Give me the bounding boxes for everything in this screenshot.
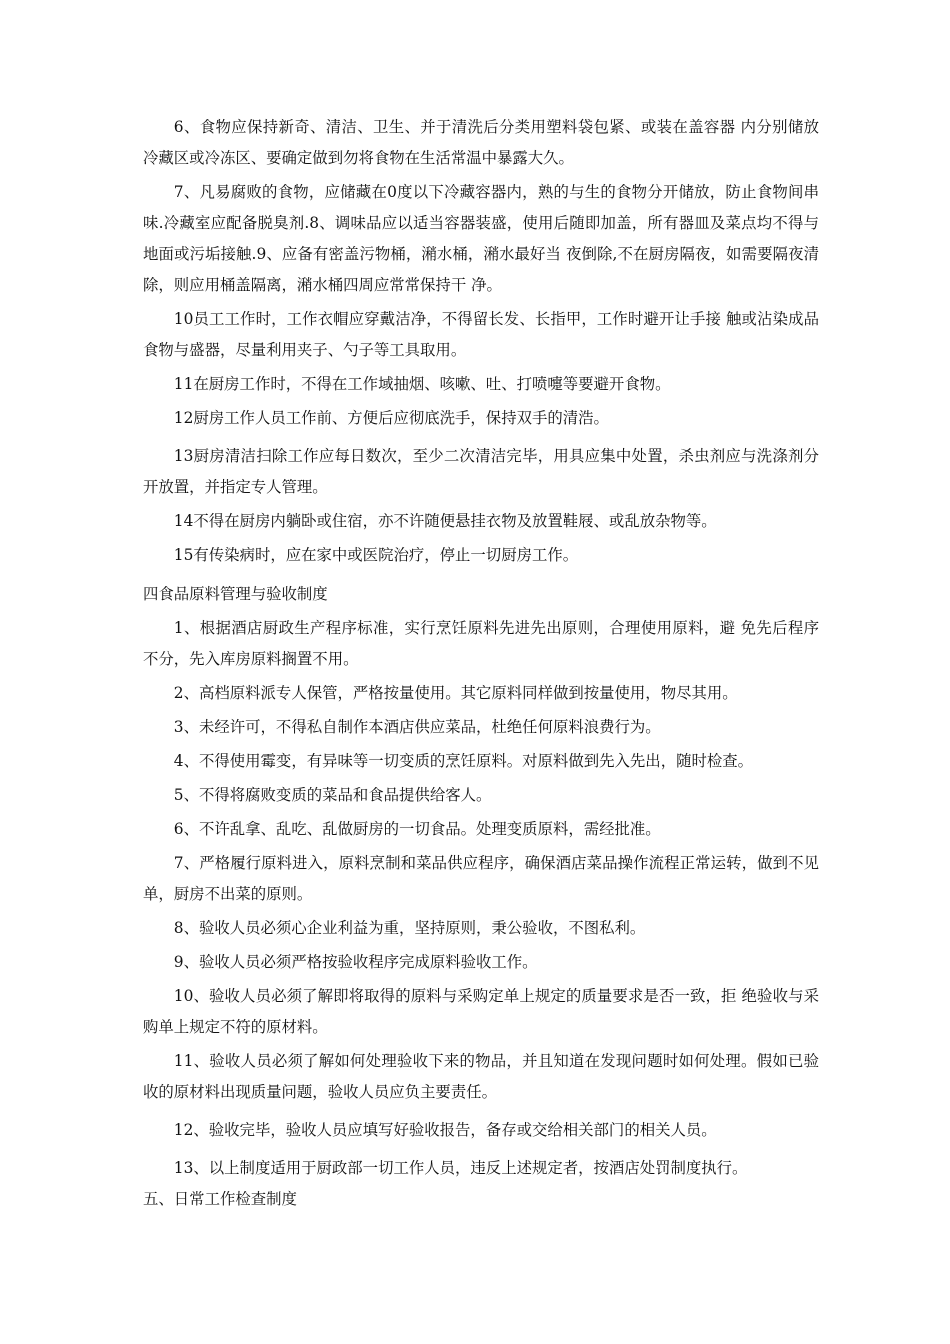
paragraph-s3-6: 6、食物应保持新奇、清洁、卫生、并于清洗后分类用塑料袋包紧、或装在盖容器 内分别储放冷藏区或冷冻区、要确定做到勿将食物在生活常温中暴露大久。 [143,118,819,167]
paragraph-s4-1: 1、根据酒店厨政生产程序标准，实行烹饪原料先进先出原则，合理使用原料，避 免先后程序不分，先入库房原料搁置不用。 [143,619,819,668]
paragraph-s4-2: 2、高档原料派专人保管，严格按量使用。其它原料同样做到按量使用，物尽其用。 [173,684,738,702]
paragraph-s4-10: 10、验收人员必须了解即将取得的原料与采购定单上规定的质量要求是否一致，拒 绝验收与采购单上规定不符的原材料。 [143,987,819,1036]
paragraph-s4-6: 6、不许乱拿、乱吃、乱做厨房的一切食品。处理变质原料，需经批准。 [173,820,661,838]
section-heading-4: 四食品原料管理与验收制度 [143,585,328,603]
document-page [143,112,819,1215]
paragraph-s3-15: 15有传染病时，应在家中或医院治疗，停止一切厨房工作。 [173,546,579,564]
paragraph-s3-11: 11在厨房工作时，不得在工作域抽烟、咳嗽、吐、打喷嚏等要避开食物。 [173,375,671,393]
paragraph-s3-14: 14不得在厨房内躺卧或住宿，亦不许随便悬挂衣物及放置鞋屐、或乱放杂物等。 [173,512,717,530]
paragraph-s4-3: 3、未经许可，不得私自制作本酒店供应菜品，杜绝任何原料浪费行为。 [173,718,661,736]
paragraph-s3-10: 10员工工作时，工作衣帽应穿戴洁净，不得留长发、长指甲，工作时避开让手接 触或沾染成品食物与盛器，尽量利用夹子、勺子等工具取用。 [143,310,819,359]
paragraph-s3-13: 13厨房清洁扫除工作应每日数次，至少二次清洁完毕，用具应集中处置，杀虫剂应与洗涤剂分开放置，并指定专人管理。 [143,447,819,496]
paragraph-s3-7: 7、凡易腐败的食物，应储藏在0度以下冷藏容器内，熟的与生的食物分开储放，防止食物间串味.冷藏室应配备脱臭剂.8、调味品应以适当容器装盛，使用后随即加盖，所有器皿及菜点均不得与地面或污垢接触.9、应备有密盖污物桶，潲水桶，潲水最好当 夜倒除,不在厨房隔夜，如需要隔夜清除，则应用桶盖隔离，潲水桶四周应常常保持干 净。 [143,183,819,294]
paragraph-s4-8: 8、验收人员必须心企业利益为重，坚持原则，秉公验收，不图私利。 [173,919,646,937]
paragraph-s4-9: 9、验收人员必须严格按验收程序完成原料验收工作。 [173,953,538,971]
paragraph-s4-4: 4、不得使用霉变，有异味等一切变质的烹饪原料。对原料做到先入先出，随时检查。 [173,752,754,770]
paragraph-s4-12: 12、验收完毕，验收人员应填写好验收报告，备存或交给相关部门的相关人员。 [173,1121,717,1139]
paragraph-s4-7: 7、严格履行原料进入，原料烹制和菜品供应程序，确保酒店菜品操作流程正常运转，做到不见单，厨房不出菜的原则。 [143,854,819,903]
paragraph-s3-12: 12厨房工作人员工作前、方便后应彻底洗手，保持双手的清浩。 [173,409,609,427]
paragraph-s4-5: 5、不得将腐败变质的菜品和食品提供给客人。 [173,786,492,804]
paragraph-s4-11: 11、验收人员必须了解如何处理验收下来的物品，并且知道在发现问题时如何处理。假如已验收的原材料出现质量问题，验收人员应负主要责任。 [143,1052,819,1101]
paragraph-s4-13: 13、以上制度适用于厨政部一切工作人员，违反上述规定者，按酒店处罚制度执行。 [173,1159,748,1177]
section-heading-5: 五、日常工作检查制度 [143,1190,297,1208]
